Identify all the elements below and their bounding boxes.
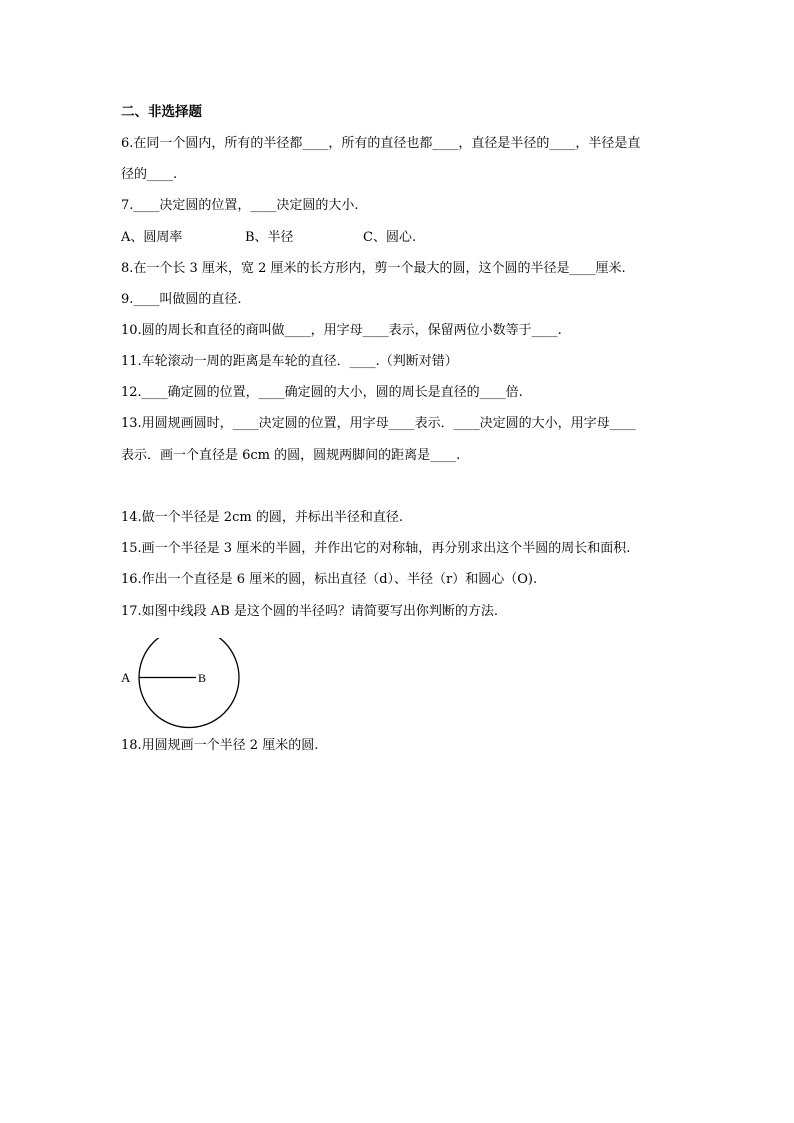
question-13-line-1: 13.用圆规画圆时，____决定圆的位置，用字母____表示．____决定圆的大小，用字母____ bbox=[121, 416, 636, 431]
question-14: 14.做一个半径是 2cm 的圆，并标出半径和直径. bbox=[121, 510, 403, 525]
question-17: 17.如图中线段 AB 是这个圆的半径吗？请简要写出你判断的方法. bbox=[121, 604, 499, 619]
option-b: B、半径 bbox=[245, 230, 294, 245]
question-7: 7.____决定圆的位置，____决定圆的大小. bbox=[121, 198, 359, 213]
option-a: A、圆周率 bbox=[121, 230, 183, 245]
circle-outline bbox=[139, 638, 239, 728]
question-11: 11.车轮滚动一周的距离是车轮的直径．____.（判断对错） bbox=[121, 354, 458, 369]
question-13-line-2: 表示．画一个直径是 6cm 的圆，圆规两脚间的距离是____. bbox=[121, 448, 461, 463]
question-7-options bbox=[121, 230, 521, 246]
question-18: 18.用圆规画一个半径 2 厘米的圆. bbox=[121, 738, 319, 753]
question-6-line-2: 径的____. bbox=[121, 167, 178, 182]
option-c: C、圆心. bbox=[363, 230, 417, 245]
question-6-line-1: 6.在同一个圆内，所有的半径都____，所有的直径也都____，直径是半径的____，半径是直 bbox=[121, 136, 641, 151]
section-heading: 二、非选择题 bbox=[121, 104, 202, 120]
question-12: 12.____确定圆的位置，____确定圆的大小，圆的周长是直径的____倍. bbox=[121, 385, 523, 400]
label-a: A bbox=[121, 670, 131, 685]
question-16: 16.作出一个直径是 6 厘米的圆，标出直径（d）、半径（r）和圆心（O). bbox=[121, 572, 538, 587]
question-8: 8.在一个长 3 厘米，宽 2 厘米的长方形内，剪一个最大的圆，这个圆的半径是____厘米. bbox=[121, 261, 626, 276]
question-10: 10.圆的周长和直径的商叫做____，用字母____表示，保留两位小数等于____. bbox=[121, 323, 562, 338]
question-9: 9.____叫做圆的直径. bbox=[121, 292, 242, 307]
question-15: 15.画一个半径是 3 厘米的半圆，并作出它的对称轴，再分别求出这个半圆的周长和面积. bbox=[121, 541, 631, 556]
label-b: B bbox=[198, 671, 207, 685]
circle-figure bbox=[118, 638, 248, 733]
